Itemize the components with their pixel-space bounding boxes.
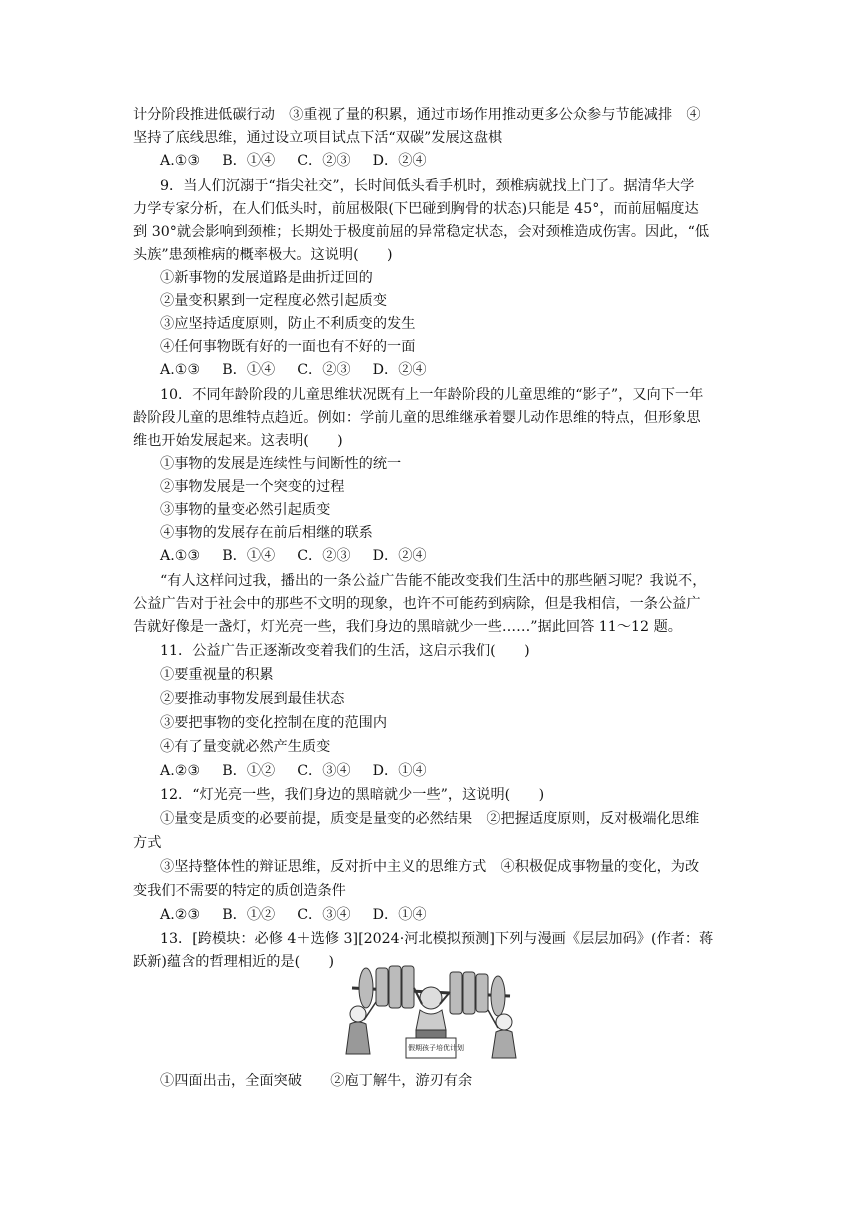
statement: ③事物的量变必然引起质变 <box>160 502 331 518</box>
text-line: 到 30°就会影响到颈椎；长期处于极度前屈的异常稳定状态，会对颈椎造成伤害。因此，“低 <box>133 224 710 240</box>
q8-options <box>160 150 760 172</box>
option-c: C．③④ <box>297 907 351 923</box>
q11-options <box>160 760 760 782</box>
text-line: 坚持了底线思维，通过设立项目试点下活“双碳”发展这盘棋 <box>133 130 503 146</box>
passage: “有人这样问过我，播出的一条公益广告能不能改变我们生活中的那些陋习呢？我说不， <box>160 573 707 589</box>
text-line: 公益广告对于社会中的那些不文明的现象，也许不可能药到病除，但是我相信，一条公益广 <box>133 596 701 612</box>
q10-options <box>160 545 760 567</box>
option-c: C．②③ <box>297 153 351 169</box>
statement: ①事物的发展是连续性与间断性的统一 <box>160 456 402 472</box>
statement: ④任何事物既有好的一面也有不好的一面 <box>160 339 416 355</box>
q9-options <box>160 359 760 381</box>
option-d: D．②④ <box>372 153 427 169</box>
text-line: 力学专家分析，在人们低头时，前屈极限(下巴碰到胸骨的状态)只能是 45°，而前屈幅度达 <box>133 201 699 217</box>
option-d: D．②④ <box>372 362 427 378</box>
statement: ④事物的发展存在前后相继的联系 <box>160 525 373 541</box>
text-line: 跃新)蕴含的哲理相近的是( ) <box>133 954 335 970</box>
option-b: B．①② <box>222 763 276 779</box>
option-b: B．①④ <box>222 548 276 564</box>
text-line: 方式 <box>133 835 162 851</box>
q9-stem: 9．当人们沉溺于“指尖社交”，长时间低头看手机时，颈椎病就找上门了。据清华大学 <box>160 178 695 194</box>
statement: ②量变积累到一定程度必然引起质变 <box>160 293 388 309</box>
statement: ①四面出击，全面突破 ②庖丁解牛，游刃有余 <box>160 1073 473 1089</box>
option-b: B．①④ <box>222 153 276 169</box>
q12-options <box>160 904 760 926</box>
statement: ②事物发展是一个突变的过程 <box>160 479 345 495</box>
text-line: 龄阶段儿童的思维特点趋近。例如：学前儿童的思维继承着婴儿动作思维的特点，但形象思 <box>133 410 701 426</box>
statement: ①新事物的发展道路是曲折迂回的 <box>160 270 373 286</box>
text-line: 维也开始发展起来。这表明( ) <box>133 433 343 449</box>
q10-stem: 10．不同年龄阶段的儿童思维状况既有上一年龄阶段的儿童思维的“影子”，又向下一年 <box>160 387 704 403</box>
option-a: A.①③ <box>160 362 201 378</box>
text-line: 计分阶段推进低碳行动 ③重视了量的积累，通过市场作用推动更多公众参与节能减排 ④ <box>133 107 701 123</box>
statement: ①要重视量的积累 <box>160 667 274 683</box>
option-d: D．①④ <box>372 907 427 923</box>
cartoon-plate-label: 假期孩子培优计划 <box>408 1044 464 1052</box>
option-a: A.①③ <box>160 548 201 564</box>
text-line: 告就好像是一盏灯，灯光亮一些，我们身边的黑暗就少一些……”据此回答 11～12 题。 <box>133 619 682 635</box>
option-b: B．①④ <box>222 362 276 378</box>
option-c: C．③④ <box>297 763 351 779</box>
text-line: 头族”患颈椎病的概率极大。这说明( ) <box>133 247 393 263</box>
option-d: D．①④ <box>372 763 427 779</box>
text-line: 变我们不需要的特定的质创造条件 <box>133 883 346 899</box>
statement: ③要把事物的变化控制在度的范围内 <box>160 715 388 731</box>
statement: ②要推动事物发展到最佳状态 <box>160 691 345 707</box>
option-a: A.①③ <box>160 153 201 169</box>
q11-stem: 11．公益广告正逐渐改变着我们的生活，这启示我们( ) <box>160 643 530 659</box>
statement: ③坚持整体性的辩证思维，反对折中主义的思维方式 ④积极促成事物量的变化，为改 <box>160 859 700 875</box>
option-a: A.②③ <box>160 763 201 779</box>
q12-stem: 12．“灯光亮一些，我们身边的黑暗就少一些”，这说明( ) <box>160 787 545 803</box>
option-d: D．②④ <box>372 548 427 564</box>
q13-stem: 13．[跨模块：必修 4＋选修 3][2024·河北模拟预测]下列与漫画《层层加码》(作者：蒋 <box>160 931 714 947</box>
option-a: A.②③ <box>160 907 201 923</box>
option-b: B．①② <box>222 907 276 923</box>
statement: ③应坚持适度原则，防止不利质变的发生 <box>160 316 416 332</box>
statement: ①量变是质变的必要前提，质变是量变的必然结果 ②把握适度原则，反对极端化思维 <box>160 811 700 827</box>
statement: ④有了量变就必然产生质变 <box>160 739 331 755</box>
option-c: C．②③ <box>297 362 351 378</box>
option-c: C．②③ <box>297 548 351 564</box>
cartoon-illustration <box>342 958 520 1060</box>
